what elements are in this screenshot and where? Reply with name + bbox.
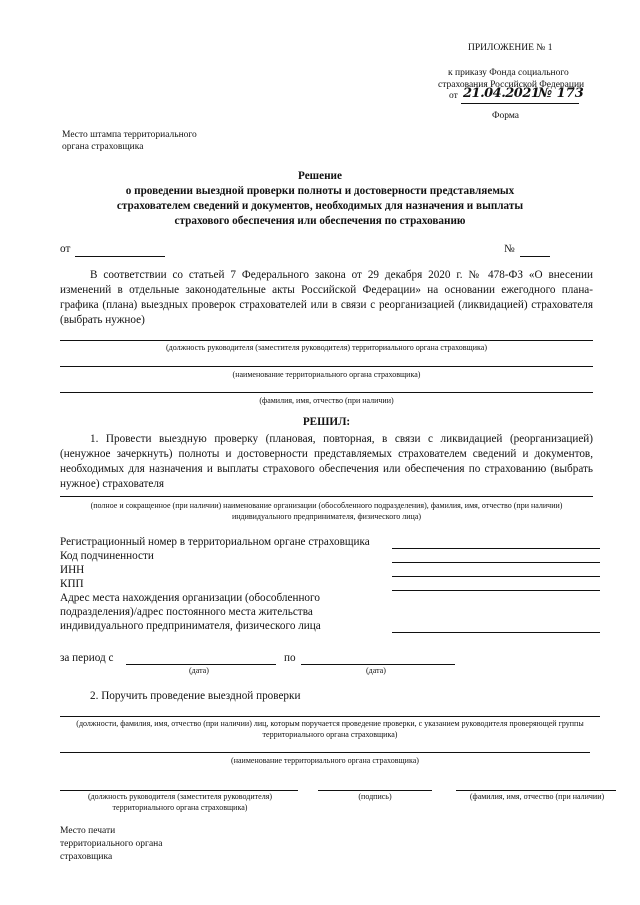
seal-place-line1: Место печати <box>60 826 116 836</box>
field-reg-number: Регистрационный номер в территориальном органе страховщика <box>60 536 370 548</box>
intro-paragraph: В соответствии со статьей 7 Федерального закона от 29 декабря 2020 г. № 478-ФЗ «О внесении изменений в отдельные законодательные акты Российской Федерации» на основании ежегодного плана-графика (плана) выездных проверок страхователей или в связи с реорганизацией (ликвидацией) страхователя (выбрать нужное) <box>60 269 593 326</box>
period-to-label: по <box>284 652 296 664</box>
inspectors-caption: (должности, фамилия, имя, отчество (при наличии) лиц, которым поручается проведение проверки, с указанием руководителя проверяющей группы территориального органа страховщика) <box>76 719 584 739</box>
field-address-line1: Адрес места нахождения организации (обособленного <box>60 592 320 604</box>
signature-fio-caption: (фамилия, имя, отчество (при наличии) <box>469 792 605 801</box>
decided-heading: РЕШИЛ: <box>302 416 351 428</box>
form-label: Форма <box>492 111 520 121</box>
appendix-label: ПРИЛОЖЕНИЕ № 1 <box>468 43 553 53</box>
order-ref-line1: к приказу Фонда социального <box>448 68 569 78</box>
stamp-place-line1: Место штампа территориального <box>62 130 197 140</box>
item1-paragraph: 1. Провести выездную проверку (плановая, повторная, в связи с ликвидацией (реорганизацией) (ненужное зачеркнуть) полноты и достоверности представляемых страхователем сведений и документов, необходимых для назначения и выплаты страхового обеспечения или обеспечения по страхованию (выбрать нужное) страхователя <box>60 433 593 490</box>
date-from-label: от <box>60 243 71 255</box>
field-address-line2: подразделения)/адрес постоянного места жительства <box>60 606 313 618</box>
caption-org-name: (наименование территориального органа страховщика) <box>232 370 421 379</box>
title-line1: о проведении выездной проверки полноты и достоверности представляемых <box>125 185 515 197</box>
order-ref-date-prefix: от <box>449 91 458 101</box>
number-label: № <box>504 243 515 255</box>
period-label: за период с <box>60 652 114 664</box>
title-line2: страхователем сведений и документов, необходимых для назначения и выплаты <box>116 200 524 212</box>
handwritten-order-number: № 173 <box>538 86 584 101</box>
signature-sign-caption: (подпись) <box>358 792 392 801</box>
period-to-date-caption: (дата) <box>366 666 386 675</box>
handwritten-order-date: 21.04.2021 <box>463 86 540 101</box>
field-subordination: Код подчиненности <box>60 550 154 562</box>
item2-text: 2. Поручить проведение выездной проверки <box>90 690 301 702</box>
seal-place-line2: территориального органа <box>60 839 163 849</box>
order-ref-line2: страхования Российской Федерации <box>438 80 585 90</box>
signature-position-caption: (должность руководителя (заместителя руководителя) <box>87 792 273 801</box>
document-title: Решение <box>298 170 342 182</box>
title-line3: страхового обеспечения или обеспечения по страхованию <box>174 215 466 227</box>
insured-caption: (полное и сокращенное (при наличии) наименование организации (обособленного подразделения), фамилия, имя, отчество (при наличии) индивидуального предпринимателя, физического лица) <box>90 501 563 521</box>
field-inn: ИНН <box>60 564 85 576</box>
period-from-date-caption: (дата) <box>189 666 209 675</box>
seal-place-line3: страховщика <box>60 852 113 862</box>
org-name-caption-2: (наименование территориального органа страховщика) <box>231 756 419 765</box>
stamp-place-line2: органа страховщика <box>62 142 144 152</box>
caption-fio: (фамилия, имя, отчество (при наличии) <box>259 396 394 405</box>
field-address-line3: индивидуального предпринимателя, физического лица <box>60 620 321 632</box>
caption-head-position: (должность руководителя (заместителя руководителя) территориального органа страховщика) <box>166 343 487 352</box>
signature-position-caption-2: территориального органа страховщика) <box>112 803 248 812</box>
field-kpp: КПП <box>60 578 84 590</box>
